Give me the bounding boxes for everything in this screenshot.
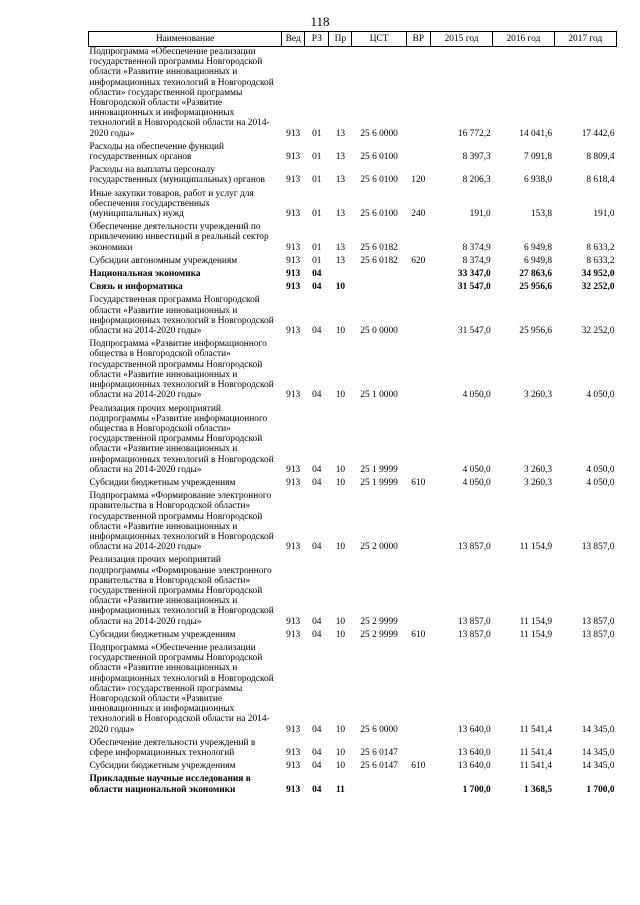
cell-y2016: 3 260,3 [523, 464, 553, 475]
cell-y2015: 1 700,0 [462, 784, 491, 795]
cell-ved: 913 [286, 761, 301, 772]
cell-pr: 10 [335, 724, 346, 735]
cell-ved: 913 [286, 542, 301, 553]
table-row [89, 266, 617, 279]
cell-ved: 913 [286, 616, 301, 627]
cell-cst: 25 6 0100 [360, 209, 398, 220]
cell-name: Связь и информатика [89, 282, 183, 293]
cell-cst: 25 1 9999 [360, 464, 398, 475]
cell-y2015: 4 050,0 [462, 390, 491, 401]
table-row [89, 640, 617, 735]
table-row [89, 279, 617, 292]
cell-cst: 25 6 0000 [360, 724, 398, 735]
cell-ved: 913 [286, 282, 301, 293]
cell-y2017: 34 952,0 [581, 269, 615, 280]
cell-y2016: 11 154,9 [519, 616, 553, 627]
table-row [89, 627, 617, 640]
cell-y2015: 13 857,0 [457, 542, 491, 553]
cell-y2015: 8 397,3 [462, 152, 491, 163]
table-row [89, 186, 617, 220]
cell-ved: 913 [286, 128, 301, 139]
cell-y2015: 16 772,2 [457, 128, 491, 139]
cell-rz: 01 [312, 242, 322, 253]
cell-cst [352, 266, 406, 279]
cell-y2015: 4 050,0 [462, 477, 491, 488]
cell-y2016: 3 260,3 [523, 390, 553, 401]
cell-rz: 04 [312, 477, 322, 488]
cell-rz: 04 [312, 724, 322, 735]
cell-name: Подпрограмма «Развитие информационного общества в Новгородской области» государственной программы Новгородской области «Развитие инновационных и информационных технологий в Новгородской области на 2014-2020 годы» [89, 339, 274, 401]
cell-cst: 25 2 9999 [360, 616, 398, 627]
cell-pr: 10 [335, 282, 346, 293]
cell-name: Субсидии автономным учреждениям [89, 255, 238, 266]
cell-pr: 10 [335, 616, 346, 627]
cell-rz: 04 [312, 269, 322, 280]
cell-pr: 13 [335, 255, 346, 266]
cell-y2017: 4 050,0 [586, 477, 615, 488]
cell-cst: 25 2 0000 [360, 542, 398, 553]
header-vr: ВР [406, 32, 430, 47]
cell-ved: 913 [286, 269, 301, 280]
cell-vr [406, 292, 430, 336]
table-row [89, 758, 617, 771]
page-number: 118 [310, 14, 330, 29]
cell-vr [406, 401, 430, 475]
table-row [89, 735, 617, 758]
cell-vr [406, 336, 430, 400]
cell-y2016: 6 938,0 [523, 175, 553, 186]
cell-rz: 01 [312, 128, 322, 139]
cell-rz: 04 [312, 390, 322, 401]
cell-name: Расходы на выплаты персоналу государственных (муниципальных) органов [89, 165, 265, 186]
cell-vr: 620 [411, 255, 426, 266]
cell-cst: 25 6 0147 [360, 748, 398, 758]
cell-pr: 10 [335, 629, 346, 640]
cell-name: Субсидии бюджетным учреждениям [89, 477, 236, 488]
cell-rz: 04 [312, 629, 322, 640]
header-2015: 2015 год [430, 32, 492, 47]
cell-y2015: 4 050,0 [462, 464, 491, 475]
cell-rz: 01 [312, 209, 322, 220]
cell-y2017: 8 633,2 [586, 255, 615, 266]
cell-vr: 610 [411, 629, 426, 640]
cell-name: Национальная экономика [89, 269, 201, 280]
cell-rz: 04 [312, 761, 322, 772]
cell-pr: 13 [335, 152, 346, 163]
header-pr: Пр [329, 32, 352, 47]
table-row [89, 401, 617, 475]
cell-y2017: 8 618,4 [586, 175, 615, 186]
cell-y2015: 33 347,0 [457, 269, 491, 280]
cell-y2015: 8 374,9 [462, 242, 491, 253]
cell-cst: 25 1 0000 [360, 390, 398, 401]
cell-rz: 04 [312, 326, 322, 337]
header-2017: 2017 год [554, 32, 616, 47]
cell-y2017: 17 442,6 [581, 128, 615, 139]
cell-name: Подпрограмма «Обеспечение реализации государственной программы Новгородской области «Развитие инновационных и информационных технологий в Новгородской области» государственной программы Новгородской области «Развитие инновационных и информационных технологий в Новгородской области на 2014-2020 годы» [89, 47, 274, 139]
cell-y2016: 3 260,3 [523, 477, 553, 488]
cell-y2015: 13 640,0 [457, 761, 491, 772]
cell-ved: 913 [286, 629, 301, 640]
cell-y2015: 13 857,0 [457, 616, 491, 627]
table-row [89, 771, 617, 794]
cell-ved: 913 [286, 464, 301, 475]
table-row [89, 336, 617, 400]
table-row [89, 162, 617, 185]
cell-cst: 25 0 0000 [360, 326, 398, 337]
cell-y2016: 11 541,4 [519, 724, 553, 735]
cell-vr [406, 279, 430, 292]
cell-y2015: 13 640,0 [457, 748, 491, 758]
cell-y2017: 32 252,0 [581, 282, 615, 293]
header-ved: Вед [282, 32, 305, 47]
cell-y2017: 4 050,0 [586, 464, 615, 475]
cell-name: Прикладные научные исследования в области национальной экономики [89, 774, 251, 795]
header-name: Наименование [89, 32, 282, 47]
cell-vr [406, 735, 430, 758]
cell-y2017: 13 857,0 [581, 629, 615, 640]
cell-y2016: 6 949,8 [523, 242, 553, 253]
cell-pr: 10 [335, 761, 346, 772]
cell-pr: 10 [335, 748, 346, 758]
cell-ved: 913 [286, 477, 301, 488]
cell-y2017: 13 857,0 [581, 542, 615, 553]
table-row [89, 488, 617, 552]
cell-vr [406, 139, 430, 162]
cell-cst: 25 6 0000 [360, 128, 398, 139]
cell-vr [406, 640, 430, 735]
table-row [89, 139, 617, 162]
cell-ved: 913 [286, 242, 301, 253]
cell-vr: 610 [411, 761, 426, 772]
cell-pr: 10 [335, 477, 346, 488]
cell-y2016: 11 541,4 [519, 748, 553, 758]
header-2016: 2016 год [493, 32, 554, 47]
cell-rz: 04 [312, 464, 322, 475]
cell-y2015: 8 206,3 [462, 175, 491, 186]
cell-y2016: 11 154,9 [519, 542, 553, 553]
cell-name: Подпрограмма «Формирование электронного правительства в Новгородской области» государственной программы Новгородской области «Развитие инновационных и информационных технологий в Новгородской области на 2014-2020 годы» [89, 491, 274, 553]
cell-rz: 01 [312, 255, 322, 266]
cell-pr: 13 [335, 128, 346, 139]
cell-y2017: 8 809,4 [586, 152, 615, 163]
cell-name: Субсидии бюджетным учреждениям [89, 761, 236, 772]
cell-ved: 913 [286, 724, 301, 735]
cell-y2016: 11 154,9 [519, 629, 553, 640]
cell-cst: 25 6 0100 [360, 152, 398, 163]
cell-rz: 01 [312, 152, 322, 163]
cell-vr: 120 [411, 175, 426, 186]
table-row [89, 253, 617, 266]
cell-ved: 913 [286, 209, 301, 220]
table-row [89, 292, 617, 336]
cell-y2015: 8 374,9 [462, 255, 491, 266]
cell-vr [406, 219, 430, 253]
cell-ved: 913 [286, 390, 301, 401]
cell-name: Иные закупки товаров, работ и услуг для обеспечения государственных (муниципальных) нужд [89, 188, 254, 220]
cell-y2016: 7 091,8 [523, 152, 553, 163]
cell-name: Реализация прочих мероприятий подпрограммы «Развитие информационного общества в Новгородской области» государственной программы Новгородской области «Развитие инновационных и информационных технологий в Новгородской области на 2014-2020 годы» [89, 403, 274, 475]
table-row [89, 47, 617, 139]
cell-y2017: 14 345,0 [581, 748, 615, 758]
cell-pr [329, 266, 352, 279]
table-row [89, 552, 617, 626]
cell-pr: 11 [335, 784, 345, 795]
cell-pr: 13 [335, 242, 346, 253]
cell-cst [352, 279, 406, 292]
cell-y2016: 11 541,4 [519, 761, 553, 772]
cell-vr [406, 47, 430, 139]
cell-y2015: 13 857,0 [457, 629, 491, 640]
cell-rz: 04 [312, 748, 322, 758]
cell-y2015: 191,0 [469, 209, 491, 220]
cell-cst: 25 2 9999 [360, 629, 398, 640]
cell-pr: 10 [335, 542, 346, 553]
cell-ved: 913 [286, 784, 301, 795]
cell-ved: 913 [286, 255, 301, 266]
cell-vr [406, 552, 430, 626]
cell-y2017: 14 345,0 [581, 761, 615, 772]
cell-cst: 25 1 9999 [360, 477, 398, 488]
cell-cst: 25 6 0100 [360, 175, 398, 186]
table-row [89, 475, 617, 488]
table-row [89, 219, 617, 253]
cell-rz: 04 [312, 784, 322, 795]
cell-rz: 04 [312, 542, 322, 553]
cell-name: Подпрограмма «Обеспечение реализации государственной программы Новгородской области «Развитие инновационных и информационных технологий в Новгородской области» государственной программы Новгородской области «Развитие инновационных и информационных технологий в Новгородской области на 2014-2020 годы» [89, 642, 274, 735]
cell-y2016: 153,8 [530, 209, 553, 220]
table-body [89, 47, 617, 795]
cell-y2016: 25 956,6 [519, 326, 553, 337]
cell-y2017: 14 345,0 [581, 724, 615, 735]
cell-vr: 610 [411, 477, 426, 488]
header-cst: ЦСТ [352, 32, 406, 47]
cell-cst: 25 6 0182 [360, 255, 398, 266]
cell-vr: 240 [411, 209, 426, 220]
cell-cst [352, 771, 406, 794]
cell-y2015: 31 547,0 [457, 282, 491, 293]
cell-name: Реализация прочих мероприятий подпрограммы «Формирование электронного правительства в Новгородской области» государственной программы Новгородской области «Развитие инновационных и информационных технологий в Новгородской области на 2014-2020 годы» [89, 555, 274, 627]
table-header-row [89, 32, 617, 47]
cell-y2016: 1 368,5 [523, 784, 553, 795]
cell-vr [406, 771, 430, 794]
cell-ved: 913 [286, 326, 301, 337]
budget-table [88, 31, 617, 795]
cell-y2015: 13 640,0 [457, 724, 491, 735]
cell-y2017: 1 700,0 [586, 784, 615, 795]
cell-y2016: 6 949,8 [523, 255, 553, 266]
cell-ved: 913 [286, 152, 301, 163]
cell-name: Обеспечение деятельности учреждений в сфере информационных технологий [89, 737, 256, 758]
cell-ved: 913 [286, 175, 301, 186]
cell-pr: 10 [335, 326, 346, 337]
cell-name: Обеспечение деятельности учреждений по привлечению инвестиций в реальный сектор экономики [89, 222, 269, 253]
cell-vr [406, 266, 430, 279]
cell-y2017: 13 857,0 [581, 616, 615, 627]
cell-y2017: 4 050,0 [586, 390, 615, 401]
header-rz: РЗ [305, 32, 329, 47]
cell-pr: 13 [335, 209, 346, 220]
cell-pr: 10 [335, 390, 346, 401]
cell-rz: 04 [312, 616, 322, 627]
cell-pr: 10 [335, 464, 346, 475]
cell-ved: 913 [286, 748, 301, 758]
cell-y2017: 32 252,0 [581, 326, 615, 337]
cell-y2015: 31 547,0 [457, 326, 491, 337]
cell-y2016: 27 863,6 [519, 269, 553, 280]
cell-y2016: 14 041,6 [519, 128, 553, 139]
cell-rz: 04 [312, 282, 322, 293]
cell-y2017: 8 633,2 [586, 242, 615, 253]
cell-name: Государственная программа Новгородской области «Развитие инновационных и информационных технологий в Новгородской области на 2014-2020 годы» [89, 295, 274, 337]
cell-y2016: 25 956,6 [519, 282, 553, 293]
cell-rz: 01 [312, 175, 322, 186]
cell-pr: 13 [335, 175, 346, 186]
cell-name: Субсидии бюджетным учреждениям [89, 629, 236, 640]
cell-cst: 25 6 0182 [360, 242, 398, 253]
cell-name: Расходы на обеспечение функций государственных органов [89, 141, 224, 163]
cell-vr [406, 488, 430, 552]
cell-cst: 25 6 0147 [360, 761, 398, 772]
cell-y2017: 191,0 [593, 209, 615, 220]
